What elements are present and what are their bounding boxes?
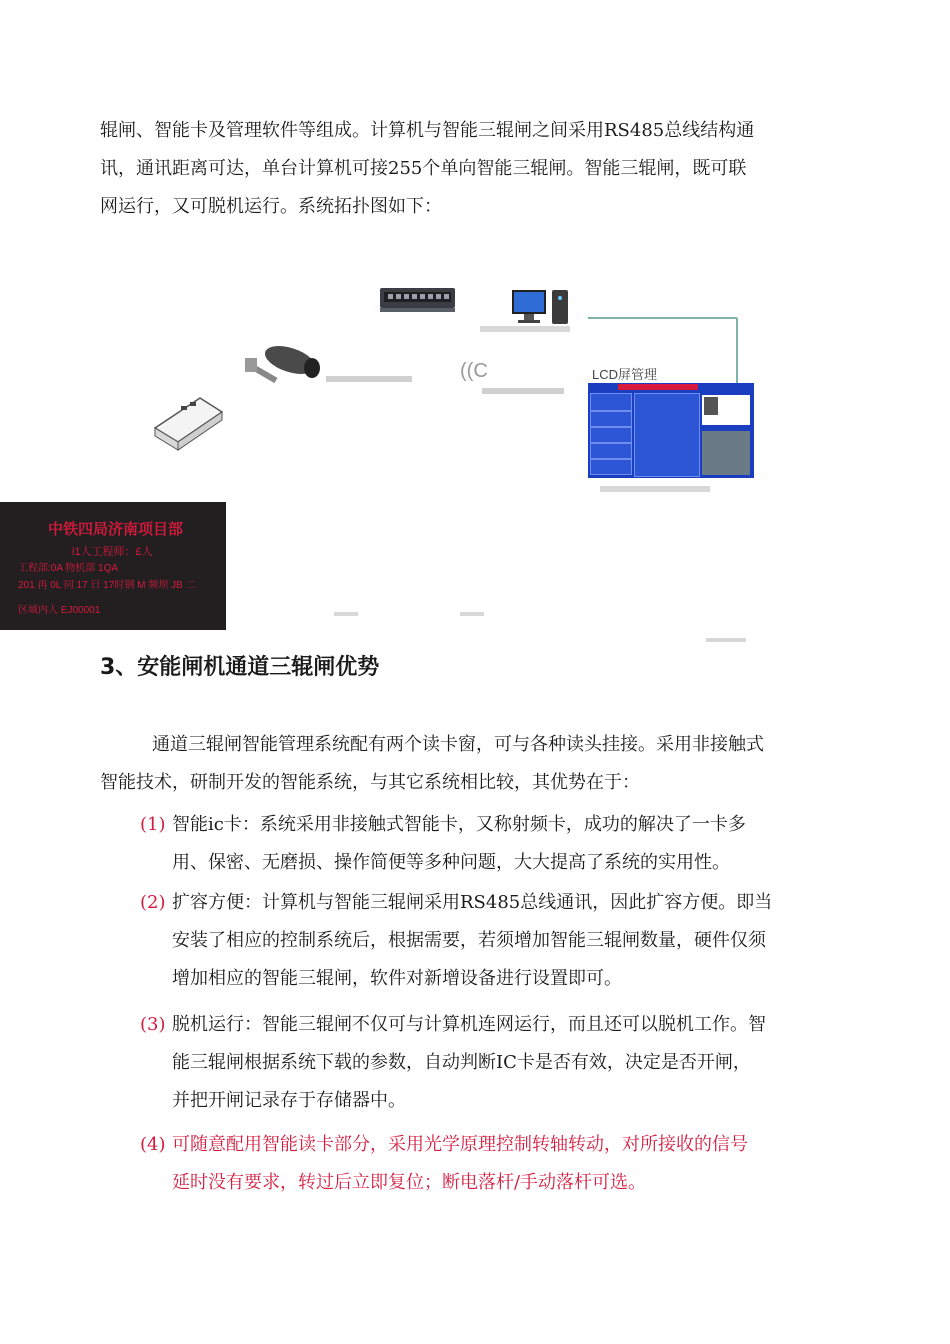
intro-paragraph xyxy=(100,112,860,226)
list-item-text: 安装了相应的控制系统后，根据需要，若须增加智能三辊闸数量，硬件仅须 xyxy=(172,930,766,951)
list-item-number: (4) xyxy=(140,1134,166,1155)
led-title: 中铁四局济南项目部 xyxy=(48,521,184,538)
lcd-header-bar xyxy=(618,384,698,390)
section-intro-line: 通道三辊闸智能管理系统配有两个读卡窗，可与各种读头挂接。采用非接触式 xyxy=(152,734,764,755)
lcd-cell xyxy=(590,427,632,443)
section-intro xyxy=(100,726,860,802)
list-item xyxy=(140,806,860,882)
network-switch-icon xyxy=(380,288,455,312)
list-item-text: 脱机运行：智能三辊闸不仅可与计算机连网运行，而且还可以脱机工作。智 xyxy=(172,1014,766,1035)
computer-icon xyxy=(512,290,568,324)
lcd-title: LCD屏管理 xyxy=(592,367,658,382)
intro-line: 讯，通讯距离可达，单台计算机可接255个单向智能三辊闸。智能三辊闸，既可联 xyxy=(100,158,747,179)
list-item-text: 增加相应的智能三辊闸，软件对新增设备进行设置即可。 xyxy=(172,968,622,989)
list-item-number: (1) xyxy=(140,814,166,835)
list-item-text: 可随意配用智能读卡部分，采用光学原理控制转轴转动，对所接收的信号 xyxy=(172,1134,748,1155)
avatar xyxy=(704,397,718,415)
list-item xyxy=(140,1126,860,1202)
list-item-text: 延时没有要求，转过后立即复位；断电落杆/手动落杆可选。 xyxy=(172,1172,647,1193)
led-board xyxy=(0,502,226,630)
lcd-cell xyxy=(590,393,632,411)
list-item-text: 并把开闸记录存于存储器中。 xyxy=(172,1090,406,1111)
faint-caption xyxy=(334,612,358,616)
lcd-screen xyxy=(588,383,754,478)
lcd-photo xyxy=(702,431,750,475)
list-item xyxy=(140,884,860,998)
faint-caption xyxy=(600,486,710,492)
list-item xyxy=(140,1006,860,1120)
lcd-table xyxy=(634,393,700,477)
list-item-text: 用、保密、无磨损、操作简便等多种问题，大大提高了系统的实用性。 xyxy=(172,852,730,873)
list-item-number: (3) xyxy=(140,1014,166,1035)
faint-caption xyxy=(482,388,564,394)
lcd-cell xyxy=(590,411,632,427)
section-intro-line: 智能技术，研制开发的智能系统，与其它系统相比较，其优势在于： xyxy=(100,772,640,793)
faint-caption xyxy=(326,376,412,382)
faint-caption xyxy=(706,638,746,642)
card-reader-icon xyxy=(155,398,222,450)
list-item-text: 智能ic卡：系统采用非接触式智能卡，又称射频卡，成功的解决了一卡多 xyxy=(172,814,746,835)
list-item-text: 扩容方便：计算机与智能三辊闸采用RS485总线通讯，因此扩容方便。即当 xyxy=(172,892,773,913)
led-line: 区域内人 EJ00001 xyxy=(18,605,101,616)
faint-caption xyxy=(480,326,570,332)
faint-caption xyxy=(460,612,484,616)
lcd-cell xyxy=(590,443,632,459)
section-heading: 3、安能闸机通道三辊闸优势 xyxy=(100,655,380,680)
led-line: 工程部:0A 物机部 1QA xyxy=(18,563,119,574)
led-line: i1人工程师：£人 xyxy=(72,546,153,558)
intro-line: 辊闸、智能卡及管理软件等组成。计算机与智能三辊闸之间采用RS485总线结构通 xyxy=(100,120,755,141)
camera-icon xyxy=(245,341,320,384)
lcd-cell xyxy=(590,459,632,475)
wireless-signal-icon: ((C xyxy=(460,360,488,382)
led-line: 201 再 0L 同 17 日 17时钢 M 频坝 JB 二 xyxy=(18,580,196,591)
list-item-text: 能三辊闸根据系统下载的参数，自动判断IC卡是否有效，决定是否开闸， xyxy=(172,1052,751,1073)
intro-line: 网运行，又可脱机运行。系统拓扑图如下： xyxy=(100,196,442,217)
list-item-number: (2) xyxy=(140,892,166,913)
